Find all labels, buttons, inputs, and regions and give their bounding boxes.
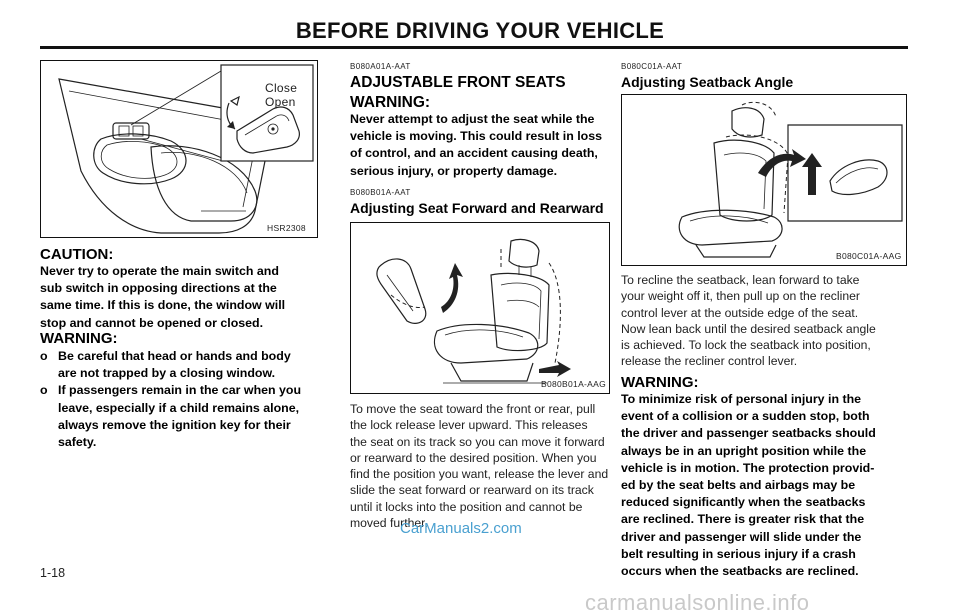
- bullet-line: safety.: [58, 435, 97, 450]
- bullet-line: If passengers remain in the car when you: [58, 383, 302, 398]
- warning-line: reduced significantly when the seatbacks: [621, 495, 866, 510]
- figure-code: HSR2308: [267, 223, 306, 233]
- body-line: release the recliner control lever.: [621, 354, 798, 369]
- bullet-line: always remove the ignition key for their: [58, 417, 291, 432]
- body-line: or rearward to the desired position. When you: [350, 450, 597, 465]
- middle-warning-heading: WARNING:: [350, 94, 431, 111]
- warning-line: vehicle is moving. This could result in loss: [350, 129, 603, 144]
- warning-line: To minimize risk of personal injury in the: [621, 392, 862, 406]
- sub-section-code: B080B01A-AAT: [350, 188, 411, 197]
- left-warning-heading: WARNING:: [40, 330, 118, 347]
- warning-line: are reclined. There is greater risk that the: [621, 512, 865, 527]
- body-line: To recline the seatback, lean forward to take: [621, 273, 860, 287]
- body-line: slide the seat forward or rearward on its track: [350, 483, 594, 498]
- body-line: To move the seat toward the front or rear, pull: [350, 402, 596, 416]
- body-line: until it locks into the position and cannot be: [350, 499, 583, 514]
- warning-bullet: [40, 348, 316, 382]
- body-line: is achieved. To lock the seatback into position,: [621, 338, 871, 353]
- warning-line: of control, and an accident causing death,: [350, 146, 598, 161]
- right-warning-text: [621, 391, 906, 580]
- page-number: 1-18: [40, 566, 66, 580]
- warning-bullet: [40, 382, 316, 451]
- bullet-mark: o: [40, 383, 48, 398]
- seat-slide-instructions: [350, 401, 610, 531]
- watermark-text: carmanualsonline.info: [585, 590, 810, 615]
- warning-line: driver and passenger will slide under the: [621, 529, 862, 544]
- section-title: Adjusting Seatback Angle: [621, 74, 794, 90]
- figure-code: B080B01A-AAG: [541, 379, 607, 389]
- body-line: the seat on its track so you can move it forward: [350, 434, 605, 449]
- section-code: B080C01A-AAT: [621, 62, 683, 71]
- seatback-illustration: [622, 95, 906, 265]
- seatback-angle-figure: [621, 94, 907, 266]
- window-switch-figure: [40, 60, 318, 238]
- warning-line: ed by the seat belts and airbags may be: [621, 478, 856, 493]
- caution-text: [40, 263, 316, 332]
- seat-slide-illustration: [351, 223, 609, 393]
- warning-line: occurs when the seatbacks are reclined.: [621, 564, 859, 579]
- figure-label-open: Open: [265, 95, 296, 109]
- caution-line: sub switch in opposing directions at the: [40, 281, 277, 296]
- warning-line: always be in an upright position while the: [621, 443, 867, 458]
- middle-warning-text: [350, 111, 610, 180]
- body-line: control lever at the outside edge of the seat.: [621, 305, 859, 320]
- body-line: moved further.: [350, 516, 428, 531]
- body-line: your weight off it, then pull up on the recliner: [621, 289, 860, 304]
- caution-line: same time. If this is done, the window will: [40, 298, 286, 313]
- watermark-link[interactable]: CarManuals2.com: [400, 520, 522, 537]
- warning-line: event of a collision or a sudden stop, both: [621, 409, 870, 424]
- warning-line: vehicle is in motion. The protection provid-: [621, 460, 875, 475]
- bullet-mark: o: [40, 349, 48, 363]
- header-rule: [40, 46, 908, 49]
- body-line: find the position you want, release the lever and: [350, 467, 609, 482]
- page-header-title: BEFORE DRIVING YOUR VEHICLE: [295, 18, 665, 43]
- caution-line: stop and cannot be opened or closed.: [40, 315, 264, 330]
- warning-line: the driver and passenger seatbacks should: [621, 426, 876, 441]
- right-warning-heading: WARNING:: [621, 374, 699, 391]
- body-line: the lock release lever upward. This releases: [350, 418, 588, 433]
- sub-section-title: Adjusting Seat Forward and Rearward: [350, 200, 604, 216]
- left-warning-bullets: [40, 348, 316, 451]
- figure-code: B080C01A-AAG: [836, 251, 902, 261]
- section-title: ADJUSTABLE FRONT SEATS: [350, 74, 566, 91]
- seatback-instructions: [621, 272, 906, 370]
- section-code: B080A01A-AAT: [350, 62, 411, 71]
- bullet-line: leave, especially if a child remains alone,: [58, 400, 300, 415]
- bullet-line: Be careful that head or hands and body: [58, 349, 291, 363]
- figure-label-close: Close: [265, 81, 298, 95]
- warning-line: Never attempt to adjust the seat while the: [350, 112, 595, 126]
- caution-line: Never try to operate the main switch and: [40, 264, 279, 278]
- seat-slide-figure: [350, 222, 610, 394]
- bullet-line: are not trapped by a closing window.: [58, 366, 276, 381]
- warning-line: belt resulting in serious injury if a crash: [621, 546, 856, 561]
- body-line: Now lean back until the desired seatback angle: [621, 321, 876, 336]
- warning-line: serious injury, or property damage.: [350, 163, 558, 178]
- caution-heading: CAUTION:: [40, 246, 114, 263]
